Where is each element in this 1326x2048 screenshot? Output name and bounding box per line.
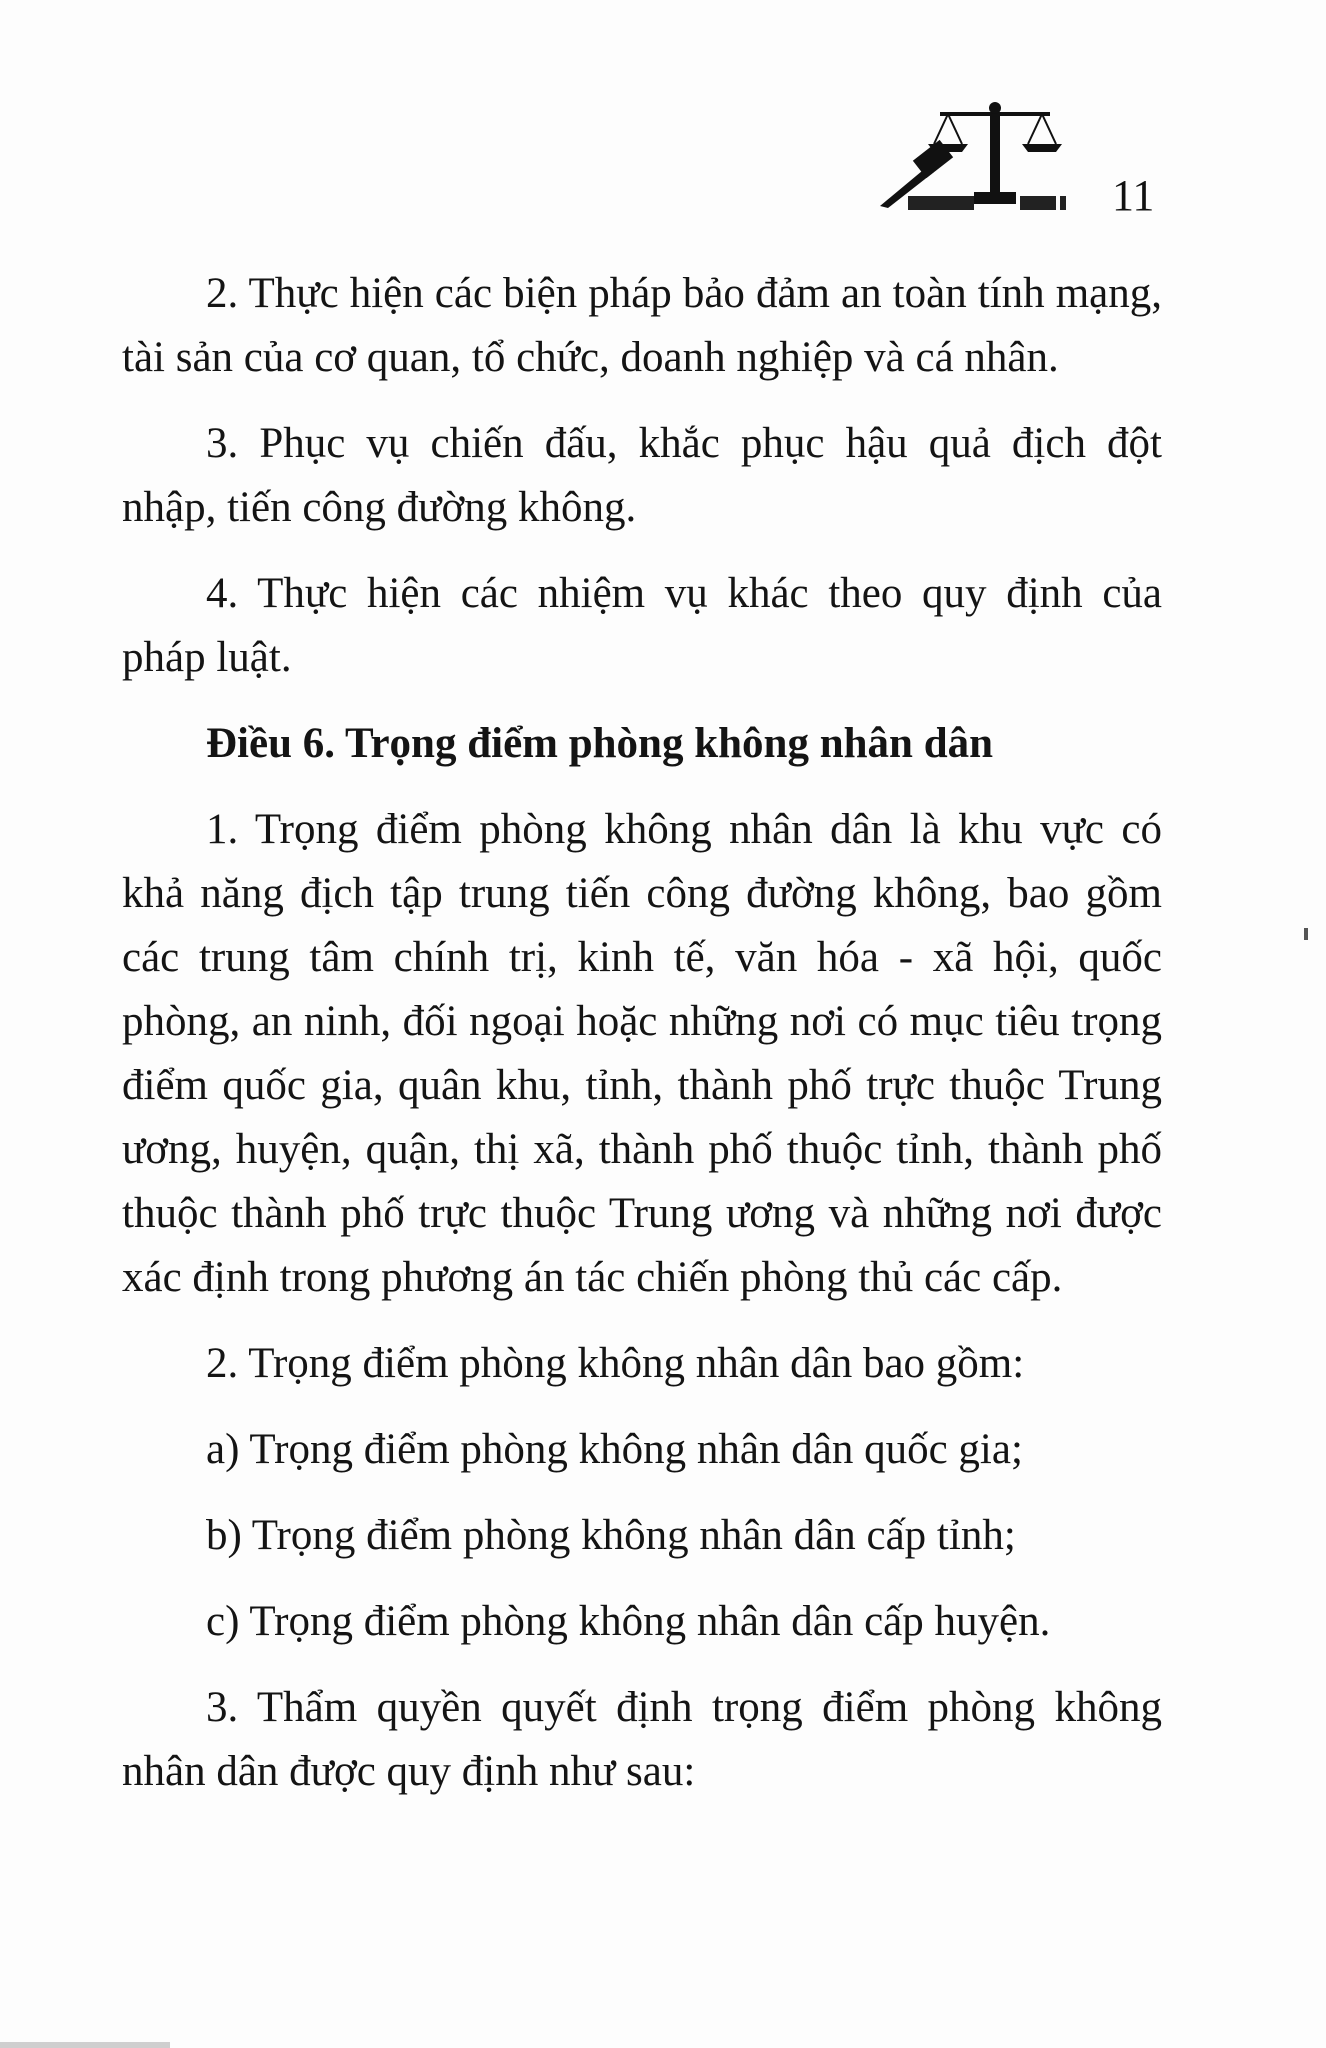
paragraph: 3. Thẩm quyền quyết định trọng điểm phòng không nhân dân được quy định như sau: xyxy=(122,1684,1162,1795)
page-header xyxy=(870,96,1170,220)
list-item: c) Trọng điểm phòng không nhân dân cấp huyện. xyxy=(206,1598,1051,1645)
scales-of-justice-gavel-icon xyxy=(870,96,1070,216)
paragraph: 3. Phục vụ chiến đấu, khắc phục hậu quả địch đột nhập, tiến công đường không. xyxy=(122,420,1162,531)
body-text xyxy=(122,262,1162,1804)
list-item: a) Trọng điểm phòng không nhân dân quốc gia; xyxy=(206,1426,1023,1473)
scan-edge-shade xyxy=(0,2042,170,2048)
paragraph: 1. Trọng điểm phòng không nhân dân là khu vực có khả năng địch tập trung tiến công đường không, bao gồm các trung tâm chính trị, kinh tế, văn hóa - xã hội, quốc phòng, an ninh, đối ngoại hoặc những nơi có mục tiêu trọng điểm quốc gia, quân khu, tỉnh, thành phố trực thuộc Trung ương, huyện, quận, thị xã, thành phố thuộc tỉnh, thành phố thuộc thành phố trực thuộc Trung ương và những nơi được xác định trong phương án tác chiến phòng thủ các cấp. xyxy=(122,806,1162,1301)
paragraph: 2. Thực hiện các biện pháp bảo đảm an toàn tính mạng, tài sản của cơ quan, tổ chức, doanh nghiệp và cá nhân. xyxy=(122,270,1162,381)
article-heading: Điều 6. Trọng điểm phòng không nhân dân xyxy=(206,720,994,767)
paragraph: 4. Thực hiện các nhiệm vụ khác theo quy định của pháp luật. xyxy=(122,570,1162,681)
page-number: 11 xyxy=(1112,171,1155,220)
list-item: b) Trọng điểm phòng không nhân dân cấp tỉnh; xyxy=(206,1512,1016,1559)
scan-mark xyxy=(1304,928,1308,940)
paragraph: 2. Trọng điểm phòng không nhân dân bao gồm: xyxy=(206,1340,1025,1387)
